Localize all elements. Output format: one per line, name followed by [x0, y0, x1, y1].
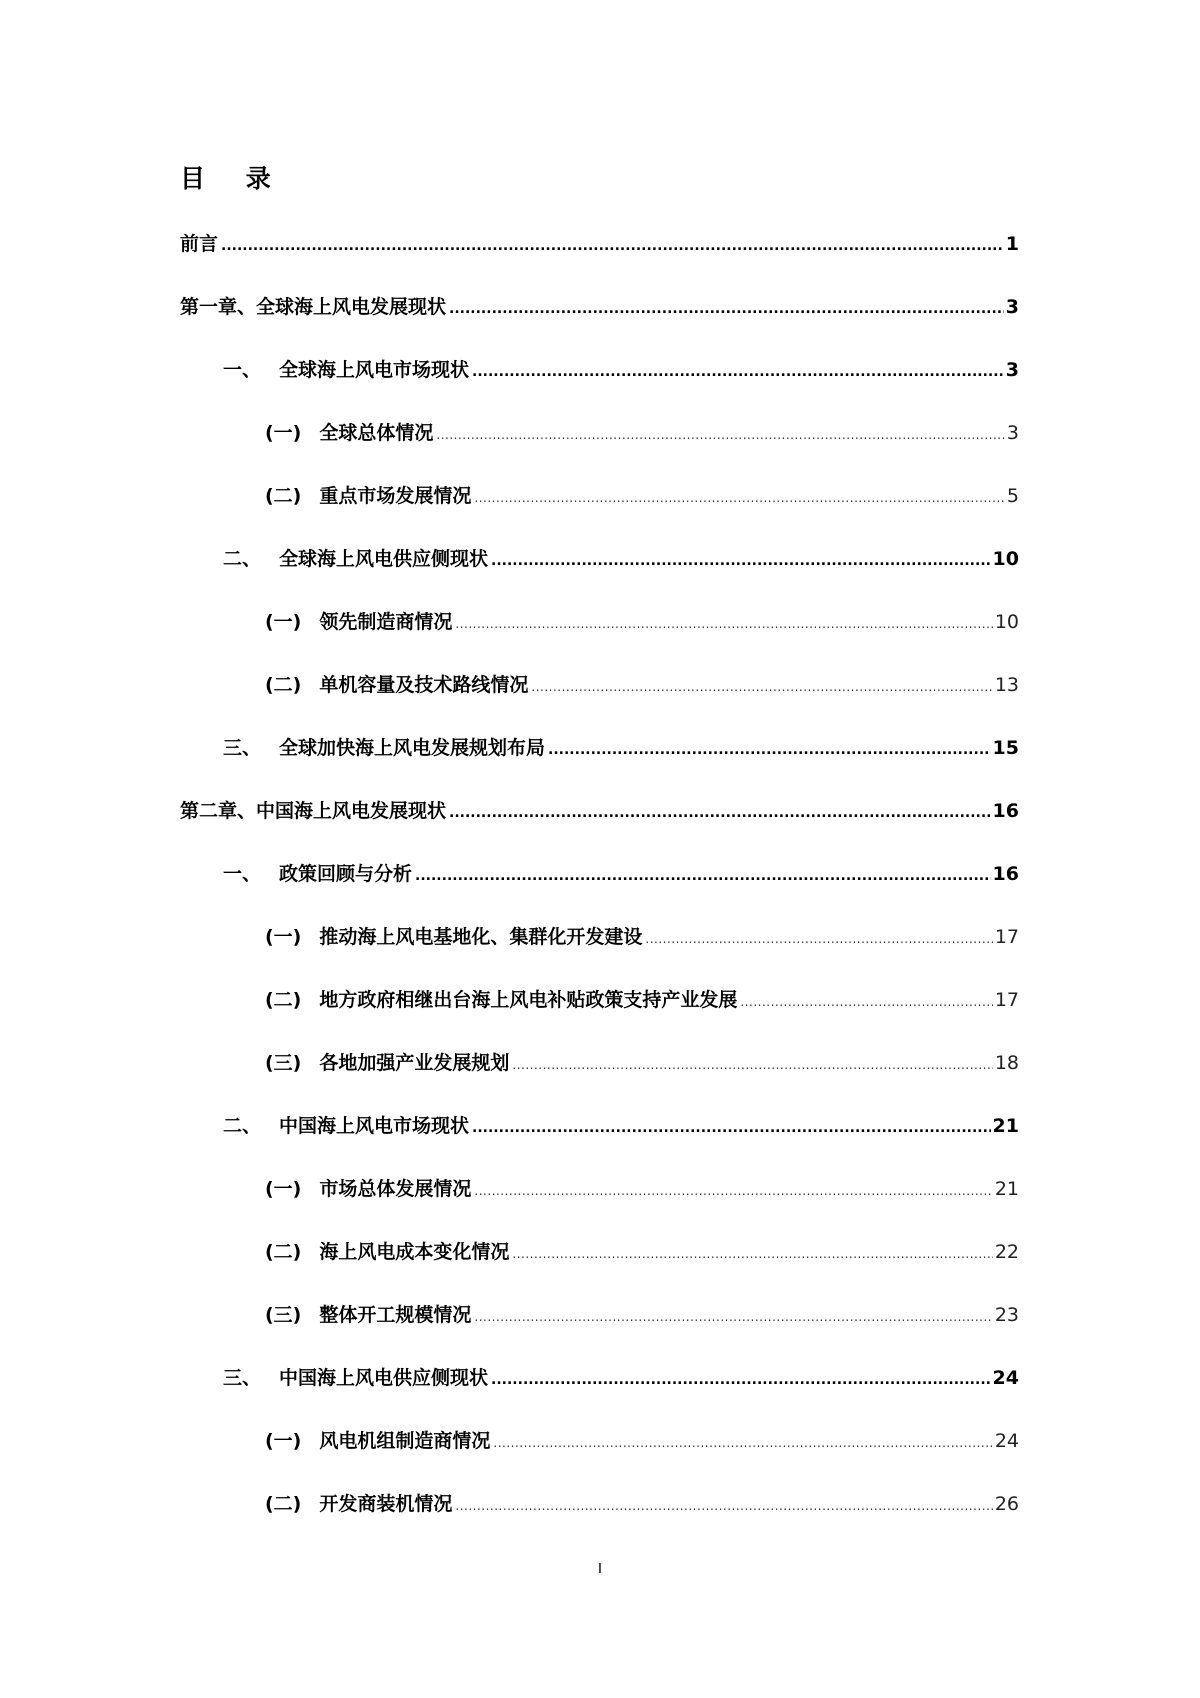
leader-dots	[512, 1239, 992, 1269]
toc-entry-page: 17	[994, 926, 1019, 948]
toc-entry-title: 全球海上风电市场现状	[279, 359, 470, 381]
toc-entry-page: 3	[1005, 296, 1019, 318]
toc-entry-title: 地方政府相继出台海上风电补贴政策支持产业发展	[319, 989, 738, 1011]
leader-dots	[472, 357, 1004, 387]
leader-dots	[531, 672, 992, 702]
toc-entry-title: 全球加快海上风电发展规划布局	[279, 737, 546, 759]
toc-entry[interactable]	[223, 859, 1019, 889]
leader-dots	[415, 861, 991, 891]
toc-entry[interactable]	[223, 355, 1019, 385]
toc-entry-page: 1	[1005, 233, 1019, 255]
leader-dots	[474, 1176, 992, 1206]
toc-entry-title: 整体开工规模情况	[319, 1304, 472, 1326]
toc-entry[interactable]	[223, 733, 1019, 763]
toc-entry-page: 10	[992, 548, 1019, 570]
leader-dots	[455, 609, 992, 639]
leader-dots	[474, 1302, 992, 1332]
toc-entry-title: 全球海上风电供应侧现状	[279, 548, 489, 570]
leader-dots	[455, 1491, 992, 1521]
toc-entry[interactable]	[265, 1048, 1019, 1078]
page-footer-number: I	[597, 1560, 603, 1577]
toc-entry-page: 26	[994, 1493, 1019, 1515]
toc-entry-title: 第二章、中国海上风电发展现状	[180, 800, 447, 822]
toc-entry-number: (二)	[265, 1493, 302, 1515]
leader-dots	[449, 798, 991, 828]
leader-dots	[548, 735, 991, 765]
toc-entry[interactable]	[180, 229, 1019, 259]
toc-entry-title: 海上风电成本变化情况	[319, 1241, 510, 1263]
leader-dots	[645, 924, 992, 954]
toc-entry[interactable]	[265, 607, 1019, 637]
toc-entry[interactable]	[223, 544, 1019, 574]
toc-entry-page: 3	[1006, 422, 1019, 444]
toc-entry[interactable]	[180, 796, 1019, 826]
toc-entry-number: 一、	[223, 863, 262, 885]
toc-entry-title: 领先制造商情况	[319, 611, 453, 633]
toc-entry[interactable]	[265, 1489, 1019, 1519]
toc-entry-page: 21	[994, 1178, 1019, 1200]
toc-entry-page: 24	[992, 1367, 1019, 1389]
toc-entry-title: 市场总体发展情况	[319, 1178, 472, 1200]
toc-entry-number: 二、	[223, 548, 262, 570]
toc-entry-number: 三、	[223, 737, 262, 759]
toc-entry-page: 22	[994, 1241, 1019, 1263]
leader-dots	[472, 1113, 991, 1143]
toc-entry-title: 全球总体情况	[319, 422, 434, 444]
toc-entry-number: (一)	[265, 611, 302, 633]
toc-entry[interactable]	[265, 1426, 1019, 1456]
toc-entry[interactable]	[265, 670, 1019, 700]
toc-entry-page: 23	[994, 1304, 1019, 1326]
toc-entry-title: 各地加强产业发展规划	[319, 1052, 510, 1074]
toc-entry-title: 中国海上风电市场现状	[279, 1115, 470, 1137]
toc-entry-number: 三、	[223, 1367, 262, 1389]
toc-entry-page: 21	[992, 1115, 1019, 1137]
leader-dots	[491, 1365, 991, 1395]
toc-entry-number: (二)	[265, 674, 302, 696]
toc-entry-page: 16	[992, 863, 1019, 885]
toc-entry[interactable]	[265, 1237, 1019, 1267]
leader-dots	[221, 231, 1004, 261]
toc-entry-title: 中国海上风电供应侧现状	[279, 1367, 489, 1389]
toc-entry-title: 第一章、全球海上风电发展现状	[180, 296, 447, 318]
toc-entry[interactable]	[265, 922, 1019, 952]
leader-dots	[512, 1050, 992, 1080]
toc-entry-page: 18	[994, 1052, 1019, 1074]
toc-entry-title: 推动海上风电基地化、集群化开发建设	[319, 926, 643, 948]
toc-entry-page: 5	[1006, 485, 1019, 507]
toc-title: 目 录	[180, 164, 287, 193]
toc-entry-number: (一)	[265, 422, 302, 444]
toc-entry[interactable]	[265, 1300, 1019, 1330]
toc-entry-number: (二)	[265, 1241, 302, 1263]
toc-entry-page: 17	[994, 989, 1019, 1011]
toc-entry-number: 二、	[223, 1115, 262, 1137]
toc-entry-number: (二)	[265, 485, 302, 507]
toc-entry[interactable]	[223, 1111, 1019, 1141]
leader-dots	[491, 546, 991, 576]
toc-entry[interactable]	[265, 481, 1019, 511]
toc-entry-number: (三)	[265, 1052, 302, 1074]
toc-entry-title: 风电机组制造商情况	[319, 1430, 491, 1452]
toc-entry-title: 前言	[180, 233, 219, 255]
toc-entry-title: 重点市场发展情况	[319, 485, 472, 507]
leader-dots	[436, 420, 1005, 450]
toc-entry-page: 13	[994, 674, 1019, 696]
toc-entry-page: 15	[992, 737, 1019, 759]
leader-dots	[493, 1428, 992, 1458]
toc-entry-title: 政策回顾与分析	[279, 863, 413, 885]
leader-dots	[474, 483, 1005, 513]
toc-entry[interactable]	[265, 1174, 1019, 1204]
toc-entry-number: (一)	[265, 1430, 302, 1452]
toc-entry-number: (三)	[265, 1304, 302, 1326]
leader-dots	[449, 294, 1004, 324]
toc-entry-page: 24	[994, 1430, 1019, 1452]
toc-entry-title: 单机容量及技术路线情况	[319, 674, 529, 696]
toc-entry-page: 10	[994, 611, 1019, 633]
toc-entry[interactable]	[265, 985, 1019, 1015]
toc-entry-page: 3	[1005, 359, 1019, 381]
toc-entry-title: 开发商装机情况	[319, 1493, 453, 1515]
toc-entry[interactable]	[265, 418, 1019, 448]
toc-entry-number: (一)	[265, 926, 302, 948]
toc-entry-number: 一、	[223, 359, 262, 381]
toc-entry-number: (一)	[265, 1178, 302, 1200]
toc-entry-page: 16	[992, 800, 1019, 822]
toc-entry[interactable]	[180, 292, 1019, 322]
toc-entry[interactable]	[223, 1363, 1019, 1393]
toc-entry-number: (二)	[265, 989, 302, 1011]
leader-dots	[740, 987, 992, 1017]
